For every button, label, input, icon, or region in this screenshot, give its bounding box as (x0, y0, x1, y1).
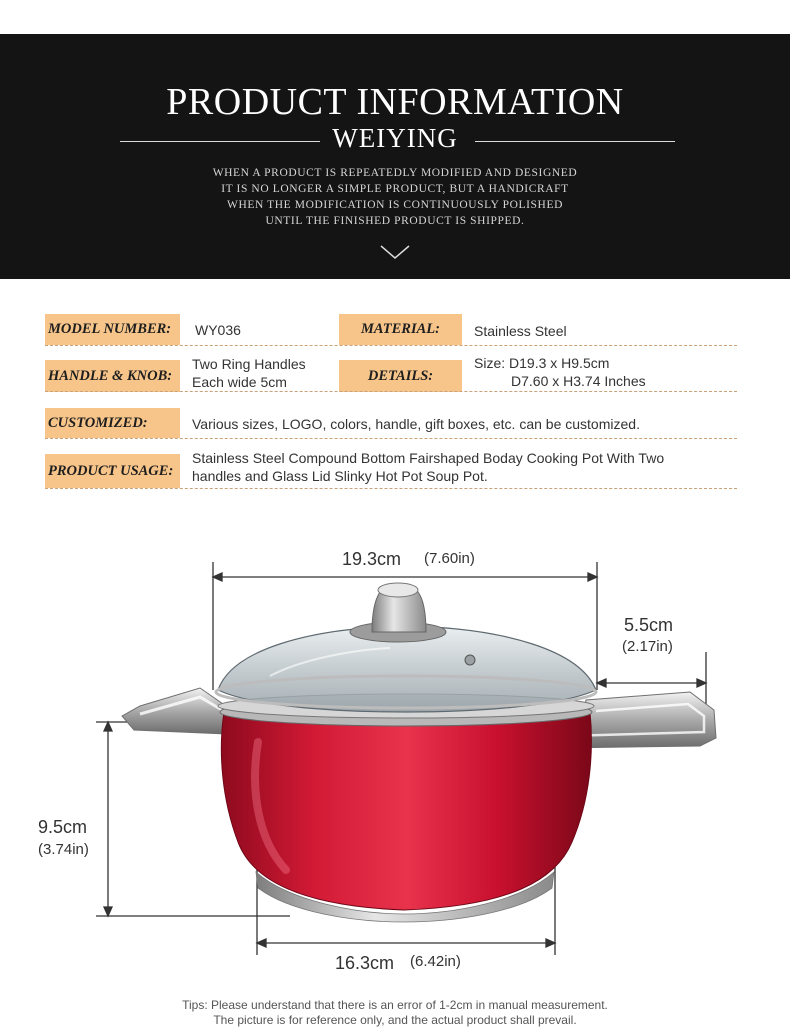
tagline-line: WHEN THE MODIFICATION IS CONTINUOUSLY POLISHED (227, 199, 563, 211)
page-title: PRODUCT INFORMATION (166, 81, 624, 123)
base-width-in: (6.42in) (410, 953, 461, 970)
material-label: MATERIAL: (339, 314, 462, 345)
handle-length-in: (2.17in) (622, 638, 673, 655)
top-width-cm: 19.3cm (342, 549, 402, 569)
product-usage-value-line1: Stainless Steel Compound Bottom Fairshaped Boday Cooking Pot With Two (192, 450, 665, 466)
details-value-line2: D7.60 x H3.74 Inches (511, 373, 646, 389)
brand-name: WEIYING (332, 123, 458, 153)
product-usage-label: PRODUCT USAGE: (45, 454, 180, 488)
model-number-value: WY036 (195, 322, 241, 338)
tagline-line: IT IS NO LONGER A SIMPLE PRODUCT, BUT A HANDICRAFT (221, 183, 569, 195)
customized-label: CUSTOMIZED: (45, 408, 180, 438)
tips-note (0, 998, 790, 1028)
pot-body (221, 712, 591, 910)
product-usage-value-line2: handles and Glass Lid Slinky Hot Pot Soup Pot. (192, 468, 488, 484)
details-label: DETAILS: (339, 360, 462, 392)
tagline-line: UNTIL THE FINISHED PRODUCT IS SHIPPED. (265, 215, 525, 227)
height-cm: 9.5cm (38, 817, 88, 837)
left-handle (122, 688, 226, 734)
height-in: (3.74in) (38, 841, 89, 858)
model-number-label: MODEL NUMBER: (45, 314, 180, 345)
handle-knob-label: HANDLE & KNOB: (45, 360, 180, 392)
tips-line2: The picture is for reference only, and the actual product shall prevail. (213, 1013, 577, 1027)
handle-length-cm: 5.5cm (624, 615, 674, 635)
handle-knob-value-line2: Each wide 5cm (192, 374, 287, 390)
details-value-line1: Size: D19.3 x H9.5cm (474, 355, 610, 371)
material-value: Stainless Steel (474, 323, 567, 339)
tips-line1: Tips: Please understand that there is an error of 1-2cm in manual measurement. (182, 998, 608, 1012)
top-width-in: (7.60in) (424, 550, 475, 567)
customized-value: Various sizes, LOGO, colors, handle, gift boxes, etc. can be customized. (192, 416, 640, 432)
base-width-cm: 16.3cm (335, 953, 395, 973)
tagline-line: WHEN A PRODUCT IS REPEATEDLY MODIFIED AND DESIGNED (212, 167, 578, 179)
handle-knob-value-line1: Two Ring Handles (192, 356, 306, 372)
